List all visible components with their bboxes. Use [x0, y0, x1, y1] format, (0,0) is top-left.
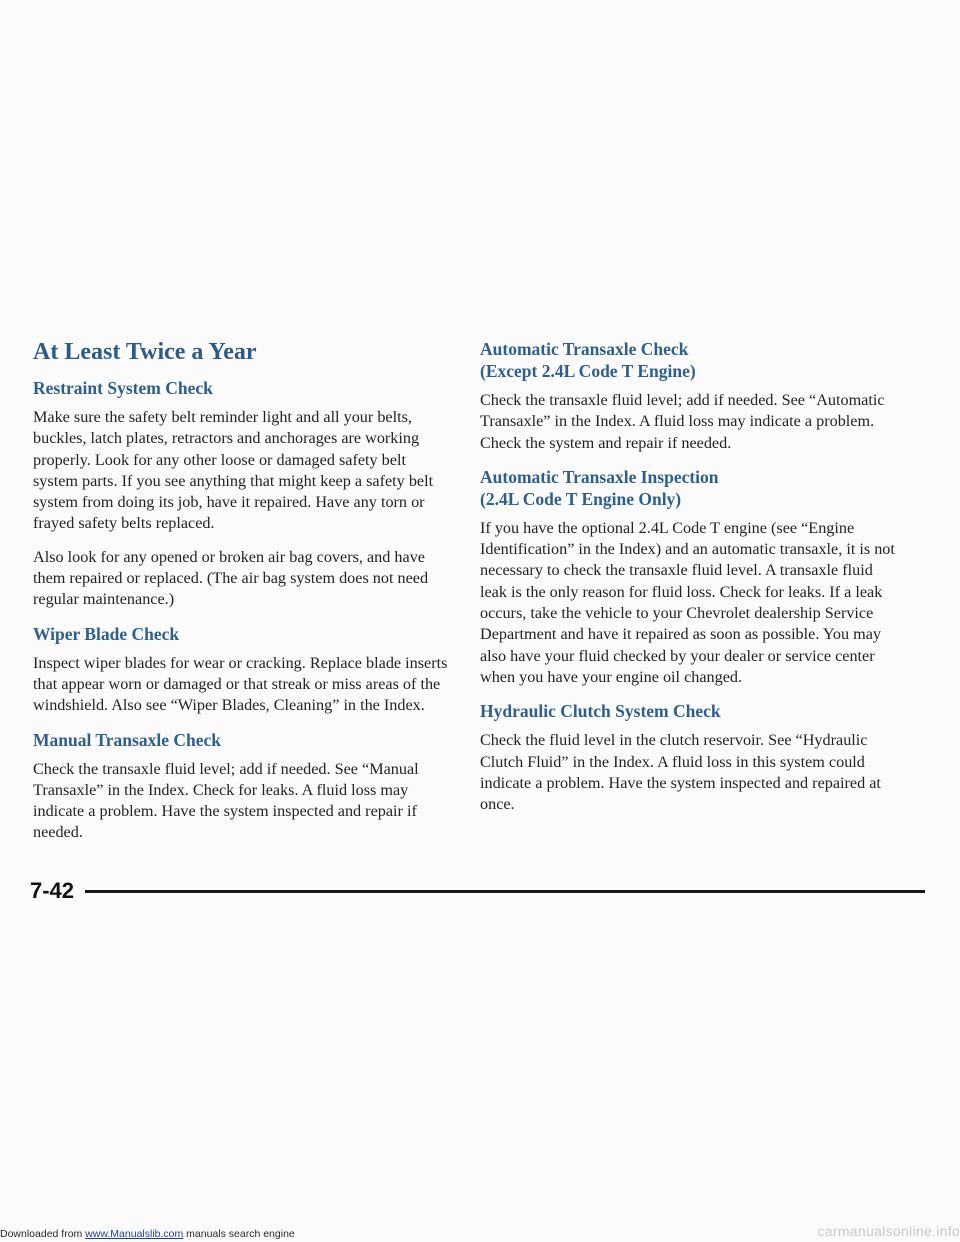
- heading-line: (Except 2.4L Code T Engine): [480, 361, 696, 381]
- horizontal-rule: [85, 890, 925, 893]
- watermark-text: carmanualsonline.info: [817, 1223, 960, 1239]
- restraint-paragraph-1: Make sure the safety belt reminder light and all your belts, buckles, latch plates, retractors and anchorages are working properly. Look for any other loose or damaged safety belt system parts. If you see anything that might keep a safety belt system from doing its job, have it repaired. Have any torn or frayed safety belts replaced.: [33, 408, 434, 533]
- section-title: At Least Twice a Year: [33, 339, 257, 365]
- auto-transaxle-inspection-paragraph: If you have the optional 2.4L Code T engine (see “Engine Identification” in the Index) and an automatic transaxle, it is not necessary to check the transaxle fluid level. A transaxle fluid leak is the only reason for fluid loss. Check for leaks. If a leak occurs, take the vehicle to your Chevrolet dealership Service Department and have it repaired as soon as possible. You may also have your fluid checked by your dealer or service center when you have your engine oil changed.: [480, 518, 895, 686]
- manualslib-link[interactable]: www.Manualslib.com: [85, 1228, 184, 1240]
- auto-transaxle-check-paragraph: Check the transaxle fluid level; add if needed. See “Automatic Transaxle” in the Index. A fluid loss may indicate a problem. Check the system and repair if needed.: [480, 391, 885, 452]
- restraint-paragraph-2: Also look for any opened or broken air bag covers, and have them repaired or replaced. (The air bag system does not need regular maintenance.): [33, 547, 429, 609]
- page-footer-rule: [30, 878, 900, 904]
- right-column: [480, 335, 900, 827]
- heading-line: (2.4L Code T Engine Only): [480, 488, 682, 509]
- download-footer: [0, 1228, 295, 1240]
- footer-prefix: Downloaded from: [0, 1228, 86, 1240]
- hydraulic-clutch-heading: Hydraulic Clutch System Check: [480, 701, 721, 722]
- heading-line: Automatic Transaxle Check: [480, 339, 689, 359]
- footer-suffix: manuals search engine: [183, 1228, 295, 1240]
- auto-transaxle-inspection-heading: [480, 466, 900, 510]
- restraint-heading: Restraint System Check: [33, 378, 213, 398]
- manual-transaxle-heading: Manual Transaxle Check: [33, 729, 221, 750]
- heading-line: Automatic Transaxle Inspection: [480, 466, 719, 487]
- wiper-heading: Wiper Blade Check: [33, 623, 180, 644]
- manual-transaxle-paragraph: Check the transaxle fluid level; add if needed. See “Manual Transaxle” in the Index. Check for leaks. A fluid loss may indicate a problem. Have the system inspected and repair if needed.: [33, 759, 419, 842]
- hydraulic-clutch-paragraph: Check the fluid level in the clutch reservoir. See “Hydraulic Clutch Fluid” in the Index. A fluid loss in this system could indicate a problem. Have the system inspected and repaired at once.: [480, 731, 881, 814]
- wiper-paragraph: Inspect wiper blades for wear or cracking. Replace blade inserts that appear worn or damaged or that streak or miss areas of the windshield. Also see “Wiper Blades, Cleaning” in the Index.: [33, 653, 448, 715]
- page-number: 7-42: [30, 878, 75, 903]
- left-column: [33, 335, 451, 856]
- auto-transaxle-check-heading: [480, 338, 900, 382]
